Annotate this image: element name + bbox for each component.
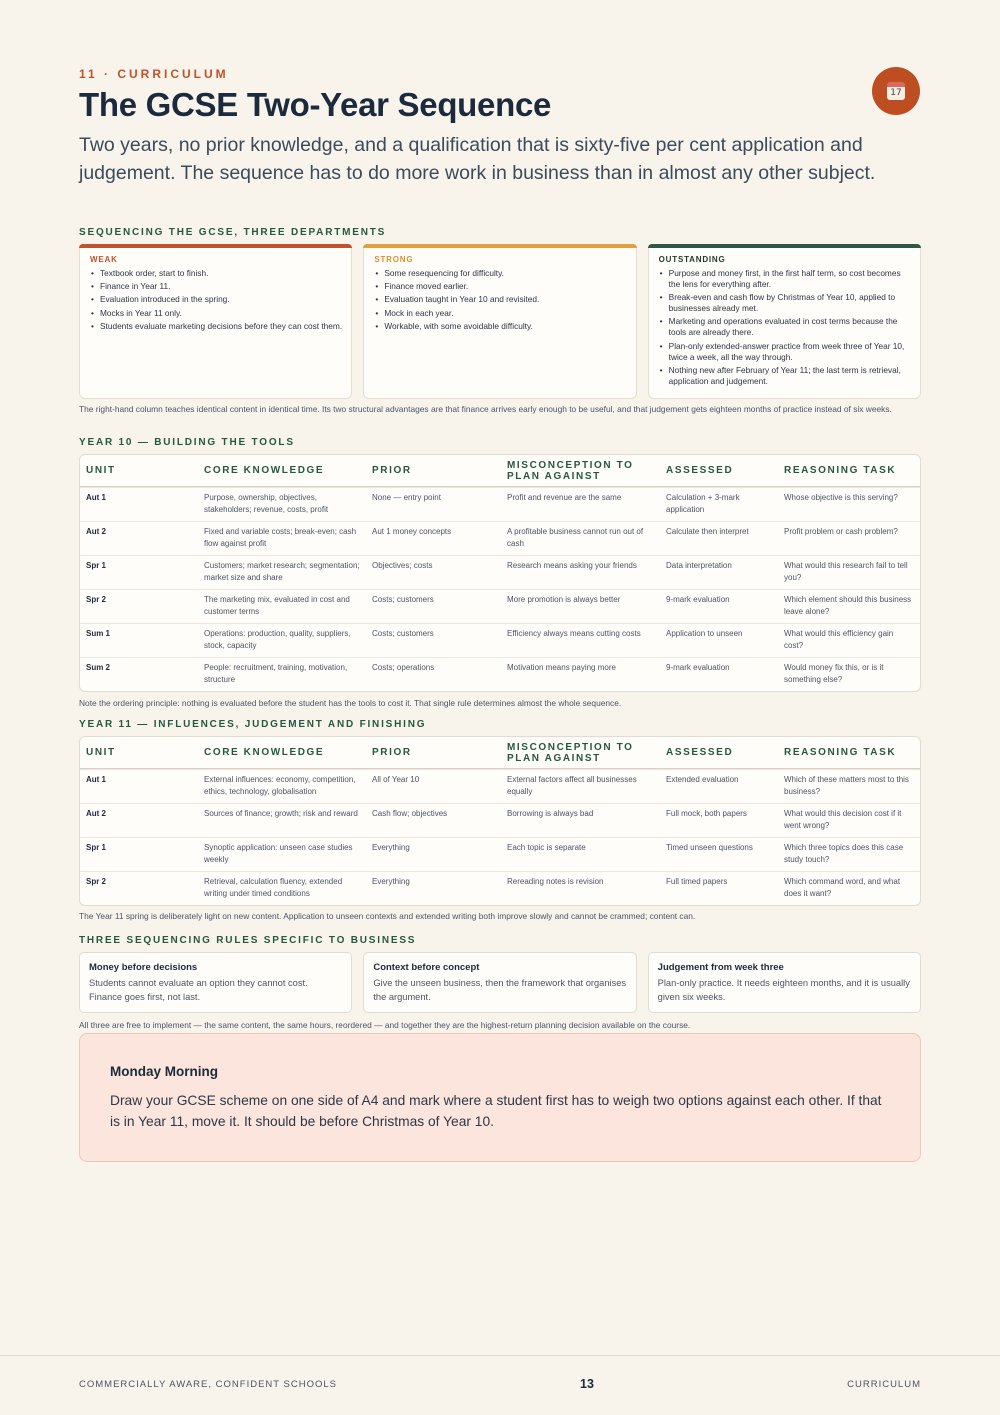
table-cell: Sources of finance; growth; risk and reward <box>204 809 358 818</box>
table-cell: Aut 2 <box>86 809 106 818</box>
table-cell: Profit and revenue are the same <box>507 493 622 502</box>
table-row <box>80 521 920 555</box>
section-badge <box>872 67 920 115</box>
table-cell: What would this decision cost if it went wrong? <box>784 809 902 830</box>
footer-divider <box>0 1355 1000 1356</box>
list-item: • Workable, with some avoidable difficulty. <box>374 321 626 332</box>
rule-title: Context before concept <box>373 962 480 973</box>
column-header: MISCONCEPTION TO PLAN AGAINST <box>507 741 634 764</box>
comparison-note: The right-hand column teaches identical content in identical time. Its two structural advantages are that finance arrives early enough to be useful, and that judgement gets eighteen months of practice instead of six weeks. <box>79 404 892 414</box>
column-header: MISCONCEPTION TO PLAN AGAINST <box>507 459 634 482</box>
table-cell: Objectives; costs <box>372 561 433 570</box>
table-header <box>80 455 920 487</box>
rule-card <box>79 952 352 1013</box>
table-cell: External factors affect all businesses equally <box>507 775 637 796</box>
table-cell: Costs; customers <box>372 595 434 604</box>
table-cell: What would this research fail to tell you? <box>784 561 908 582</box>
table-cell: Motivation means paying more <box>507 663 616 672</box>
table-cell: Everything <box>372 877 410 886</box>
table-cell: Spr 2 <box>86 595 107 604</box>
table-cell: Borrowing is always bad <box>507 809 594 818</box>
list-item: • Plan-only extended-answer practice from week three of Year 10, twice a week, all the way through. <box>659 341 911 363</box>
table-row <box>80 769 920 803</box>
page-title: The GCSE Two-Year Sequence <box>79 86 552 123</box>
table-cell: A profitable business cannot run out of cash <box>507 527 644 548</box>
table-cell: Full timed papers <box>666 877 728 886</box>
card-label: OUTSTANDING <box>658 255 726 264</box>
list-item: • Some resequencing for difficulty. <box>374 268 626 279</box>
rule-title: Judgement from week three <box>657 962 784 973</box>
table-cell: Aut 2 <box>86 527 106 536</box>
table-cell: Aut 1 money concepts <box>372 527 452 536</box>
callout-title: Monday Morning <box>110 1064 218 1079</box>
table-row <box>80 871 920 905</box>
table-cell: Data interpretation <box>666 561 732 570</box>
list-item: • Textbook order, start to finish. <box>90 268 342 279</box>
card-list <box>90 268 342 332</box>
list-item: • Mock in each year. <box>374 308 626 319</box>
table-cell: Which three topics does this case study touch? <box>784 843 904 864</box>
column-header: CORE KNOWLEDGE <box>204 747 325 758</box>
callout-text: Draw your GCSE scheme on one side of A4 and mark where a student first has to weigh two options against each other. If that is in Year 11, move it. It should be before Christmas of Year 10. <box>110 1093 882 1129</box>
column-header: REASONING TASK <box>784 465 897 476</box>
list-item: • Nothing new after February of Year 11; the last term is retrieval, application and judgement. <box>659 365 911 387</box>
table-cell: Calculation + 3-mark application <box>666 493 740 514</box>
column-header: UNIT <box>86 465 116 476</box>
table-cell: Profit problem or cash problem? <box>784 527 898 536</box>
table-cell: Spr 2 <box>86 877 107 886</box>
table-cell: Spr 1 <box>86 561 107 570</box>
list-item: • Students evaluate marketing decisions before they can cost them. <box>90 321 342 332</box>
table-row <box>80 555 920 589</box>
table-cell: What would this efficiency gain cost? <box>784 629 894 650</box>
rule-title: Money before decisions <box>89 962 198 973</box>
table-cell: Purpose, ownership, objectives, stakeholders; revenue, costs, profit <box>204 493 329 514</box>
list-item: • Break-even and cash flow by Christmas of Year 10, applied to businesses already met. <box>659 292 911 314</box>
column-header: ASSESSED <box>666 465 734 476</box>
table-cell: Would money fix this, or is it something else? <box>784 663 884 684</box>
table-row <box>80 657 920 691</box>
calendar-day: 17 <box>890 88 902 98</box>
card-list <box>374 268 626 332</box>
table-cell: Research means asking your friends <box>507 561 637 570</box>
rule-card <box>363 952 636 1013</box>
column-header: CORE KNOWLEDGE <box>204 465 325 476</box>
table-row <box>80 487 920 521</box>
card-outstanding <box>648 244 921 399</box>
table-cell: The marketing mix, evaluated in cost and customer terms <box>204 595 350 616</box>
column-header: ASSESSED <box>666 747 734 758</box>
table-cell: 9-mark evaluation <box>666 595 730 604</box>
year11-heading: YEAR 11 — INFLUENCES, JUDGEMENT AND FINISHING <box>79 719 427 730</box>
card-list <box>659 268 911 387</box>
table-cell: People: recruitment, training, motivation, structure <box>204 663 348 684</box>
table-row <box>80 803 920 837</box>
table-cell: Which command word, and what does it want? <box>784 877 901 898</box>
table-cell: Aut 1 <box>86 493 106 502</box>
table-row <box>80 837 920 871</box>
footer-left: COMMERCIALLY AWARE, CONFIDENT SCHOOLS <box>79 1379 338 1390</box>
list-item: • Mocks in Year 11 only. <box>90 308 342 319</box>
year10-heading: YEAR 10 — BUILDING THE TOOLS <box>79 437 295 448</box>
table-cell: Each topic is separate <box>507 843 586 852</box>
card-label: WEAK <box>90 255 118 264</box>
table-cell: Spr 1 <box>86 843 107 852</box>
table-cell: Everything <box>372 843 410 852</box>
table-cell: Timed unseen questions <box>666 843 753 852</box>
list-item: • Evaluation introduced in the spring. <box>90 294 342 305</box>
comparison-cards <box>79 244 921 399</box>
table-cell: Rereading notes is revision <box>507 877 604 886</box>
monday-morning-callout <box>79 1033 921 1162</box>
column-header: REASONING TASK <box>784 747 897 758</box>
table-cell: Retrieval, calculation fluency, extended writing under timed conditions <box>204 877 343 898</box>
table-cell: Costs; operations <box>372 663 435 672</box>
table-cell: External influences: economy, competition, ethics, technology, globalisation <box>204 775 356 796</box>
table-cell: Which element should this business leave alone? <box>784 595 912 616</box>
rules-cards <box>79 952 921 1013</box>
table-row <box>80 623 920 657</box>
comparison-heading: SEQUENCING THE GCSE, THREE DEPARTMENTS <box>79 227 387 238</box>
list-item: • Marketing and operations evaluated in cost terms because the tools are already there. <box>659 316 911 338</box>
rule-text: Give the unseen business, then the framework that organises the argument. <box>373 978 627 1002</box>
table-cell: 9-mark evaluation <box>666 663 730 672</box>
page-number: 13 <box>580 1377 594 1391</box>
rule-text: Plan-only practice. It needs eighteen months, and it is usually given six weeks. <box>657 978 910 1002</box>
year10-table <box>79 454 921 692</box>
calendar-icon <box>887 82 905 100</box>
lede-paragraph: Two years, no prior knowledge, and a qualification that is sixty-five per cent application and judgement. The sequence has to do more work in business than in almost any other subject. <box>79 134 876 184</box>
section-eyebrow: 11 · CURRICULUM <box>79 67 229 81</box>
table-cell: Full mock, both papers <box>666 809 747 818</box>
table-cell: None — entry point <box>372 493 441 502</box>
table-cell: Which of these matters most to this business? <box>784 775 909 796</box>
card-strong <box>363 244 636 399</box>
table-header <box>80 737 920 769</box>
table-cell: Synoptic application: unseen case studies weekly <box>204 843 353 864</box>
year11-table <box>79 736 921 906</box>
list-item: • Evaluation taught in Year 10 and revisited. <box>374 294 626 305</box>
table-cell: Application to unseen <box>666 629 743 638</box>
table-cell: Whose objective is this serving? <box>784 493 898 502</box>
table-cell: Extended evaluation <box>666 775 739 784</box>
table-cell: Efficiency always means cutting costs <box>507 629 641 638</box>
table-cell: Customers; market research; segmentation; market size and share <box>204 561 360 582</box>
rules-note: All three are free to implement — the same content, the same hours, reordered — and together they are the highest-return planning decision available on the course. <box>79 1020 691 1030</box>
list-item: • Finance in Year 11. <box>90 281 342 292</box>
rule-text: Students cannot evaluate an option they cannot cost. Finance goes first, not last. <box>89 978 308 1002</box>
table-cell: Sum 2 <box>86 663 111 672</box>
column-header: UNIT <box>86 747 116 758</box>
rule-card <box>648 952 921 1013</box>
table-cell: All of Year 10 <box>372 775 420 784</box>
list-item: • Purpose and money first, in the first half term, so cost becomes the lens for everything after. <box>659 268 911 290</box>
column-header: PRIOR <box>372 747 412 758</box>
table-cell: Sum 1 <box>86 629 111 638</box>
footer-right: CURRICULUM <box>847 1379 921 1390</box>
table-cell: Cash flow; objectives <box>372 809 448 818</box>
card-weak <box>79 244 352 399</box>
column-header: PRIOR <box>372 465 412 476</box>
table-cell: Costs; customers <box>372 629 434 638</box>
card-label: STRONG <box>374 255 414 264</box>
table-cell: Fixed and variable costs; break-even; cash flow against profit <box>204 527 357 548</box>
rules-heading: THREE SEQUENCING RULES SPECIFIC TO BUSINESS <box>79 935 417 946</box>
year10-note: Note the ordering principle: nothing is evaluated before the student has the tools to cost it. That single rule determines almost the whole sequence. <box>79 698 622 708</box>
year11-note: The Year 11 spring is deliberately light on new content. Application to unseen contexts and extended writing both improve slowly and cannot be crammed; content can. <box>79 911 696 921</box>
table-cell: Operations: production, quality, suppliers, stock, capacity <box>204 629 351 650</box>
table-cell: More promotion is always better <box>507 595 621 604</box>
list-item: • Finance moved earlier. <box>374 281 626 292</box>
table-cell: Aut 1 <box>86 775 106 784</box>
table-cell: Calculate then interpret <box>666 527 749 536</box>
table-row <box>80 589 920 623</box>
